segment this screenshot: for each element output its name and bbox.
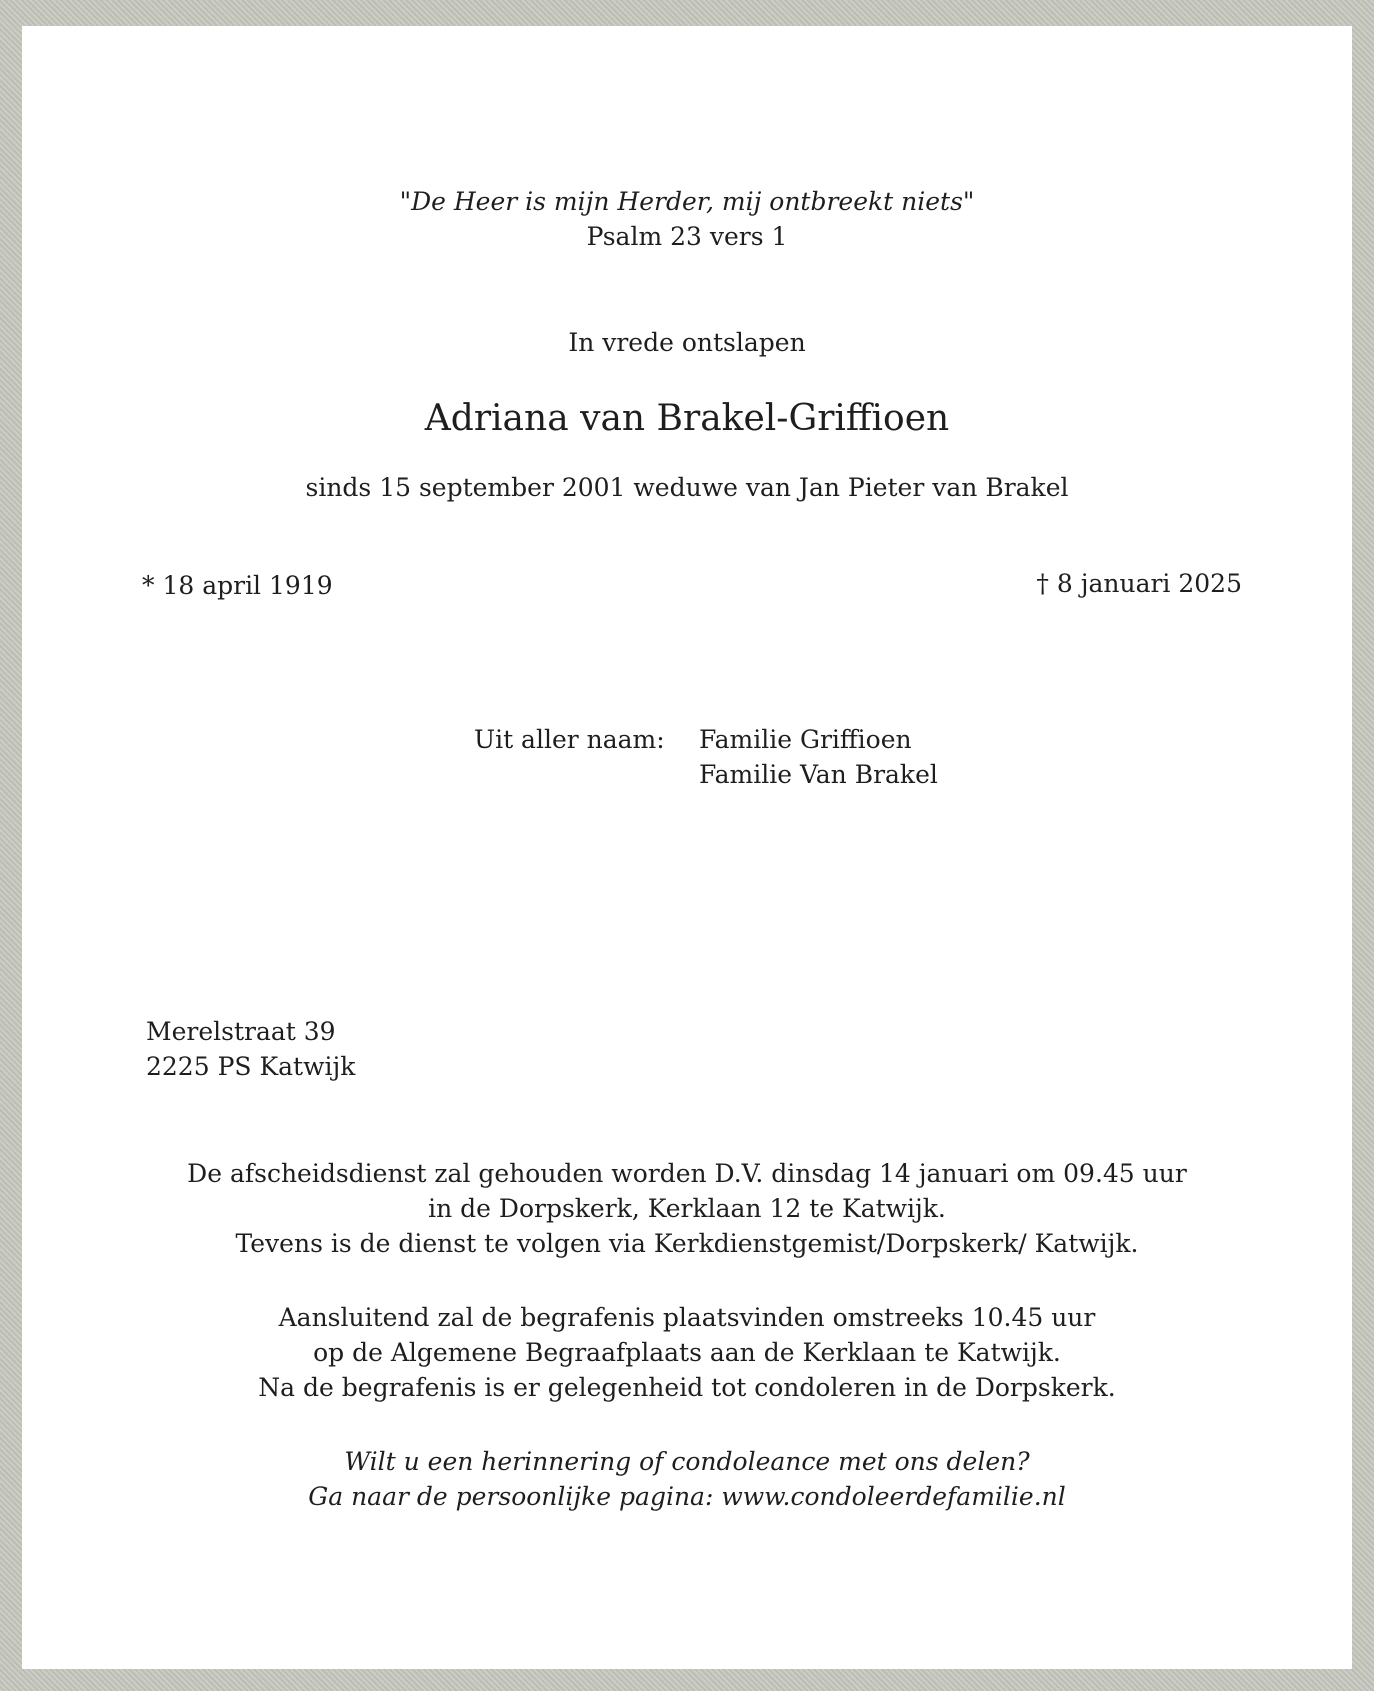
birth-date: * 18 april 1919: [142, 571, 333, 600]
condolence-line-2: Ga naar de persoonlijke pagina: www.condoleerdefamilie.nl: [308, 1482, 1066, 1511]
intro-text: In vrede ontslapen: [568, 328, 806, 357]
address-city: 2225 PS Katwijk: [146, 1052, 356, 1081]
psalm-quote: "De Heer is mijn Herder, mij ontbreekt niets": [399, 187, 975, 216]
death-date: † 8 januari 2025: [1036, 569, 1242, 598]
family-label: Uit aller naam:: [474, 725, 665, 754]
deceased-name: Adriana van Brakel-Griffioen: [424, 398, 950, 439]
service-line-2: in de Dorpskerk, Kerklaan 12 te Katwijk.: [428, 1194, 946, 1223]
burial-line-3: Na de begrafenis is er gelegenheid tot condoleren in de Dorpskerk.: [258, 1373, 1116, 1402]
burial-line-1: Aansluitend zal de begrafenis plaatsvinden omstreeks 10.45 uur: [278, 1303, 1096, 1332]
obituary-card: [22, 26, 1352, 1669]
address-street: Merelstraat 39: [146, 1017, 336, 1046]
relation-text: sinds 15 september 2001 weduwe van Jan Pieter van Brakel: [305, 473, 1069, 502]
burial-line-2: op de Algemene Begraafplaats aan de Kerklaan te Katwijk.: [313, 1338, 1061, 1367]
family-name-1: Familie Griffioen: [699, 725, 912, 754]
family-name-2: Familie Van Brakel: [699, 760, 938, 789]
psalm-reference: Psalm 23 vers 1: [586, 222, 788, 251]
condolence-line-1: Wilt u een herinnering of condoleance met ons delen?: [344, 1447, 1030, 1476]
service-line-1: De afscheidsdienst zal gehouden worden D.V. dinsdag 14 januari om 09.45 uur: [187, 1159, 1187, 1188]
service-line-3: Tevens is de dienst te volgen via Kerkdienstgemist/Dorpskerk/ Katwijk.: [235, 1229, 1139, 1258]
